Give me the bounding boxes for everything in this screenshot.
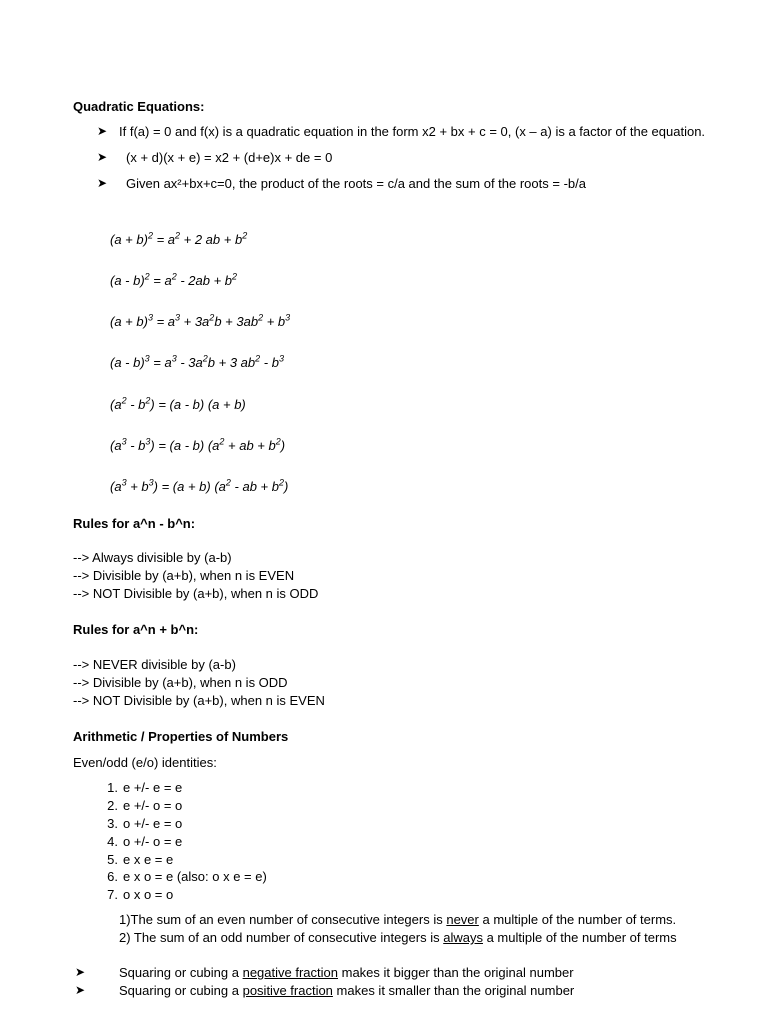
quadratic-bullet: If f(a) = 0 and f(x) is a quadratic equation in the form x2 + bx + c = 0, (x – a) is a factor of the equation. bbox=[119, 124, 706, 139]
note-text: Squaring or cubing a bbox=[119, 965, 243, 980]
rules-minus-heading: Rules for a^n - b^n: bbox=[73, 516, 196, 531]
rule-line: --> NOT Divisible by (a+b), when n is EVEN bbox=[73, 693, 325, 708]
list-text: e +/- o = o bbox=[123, 798, 183, 813]
formula-line: $(a^3 + b^3) = (a + b)$ ($a^2$ - ab + $b^2$) bbox=[110, 477, 289, 494]
arrow-bullet-icon: ➤ bbox=[75, 965, 86, 979]
arrow-bullet-icon: ➤ bbox=[97, 150, 108, 164]
list-number: 5. bbox=[107, 852, 118, 867]
list-item bbox=[98, 834, 182, 849]
fraction-note bbox=[119, 983, 574, 998]
rules-plus-heading: Rules for a^n + b^n: bbox=[73, 622, 199, 637]
even-odd-subheading: Even/odd (e/o) identities: bbox=[73, 755, 217, 770]
formula-line: $(a^3 - b^3) = (a - b) (a^2$ + ab + $b^2$) bbox=[110, 436, 286, 453]
note-text: makes it smaller than the original number bbox=[332, 983, 575, 998]
consecutive-even-note bbox=[119, 912, 676, 927]
list-text: o +/- o = e bbox=[123, 834, 183, 849]
list-number: 3. bbox=[107, 816, 118, 831]
rule-line: --> Always divisible by (a-b) bbox=[73, 550, 232, 565]
list-number: 1. bbox=[107, 780, 118, 795]
note-underlined: negative fraction bbox=[242, 965, 338, 980]
note-text: Squaring or cubing a bbox=[119, 983, 243, 998]
list-item bbox=[98, 780, 182, 795]
list-text: e x e = e bbox=[123, 852, 174, 867]
note-underlined: never bbox=[446, 912, 479, 927]
list-text: e x o = e (also: o x e = e) bbox=[123, 869, 267, 884]
list-text: e +/- e = e bbox=[123, 780, 183, 795]
list-text: o +/- e = o bbox=[123, 816, 183, 831]
list-text: o x o = o bbox=[123, 887, 174, 902]
note-text: 2) The sum of an odd number of consecutive integers is bbox=[119, 930, 444, 945]
rule-line: --> Divisible by (a+b), when n is ODD bbox=[73, 675, 288, 690]
rule-line: --> NOT Divisible by (a+b), when n is ODD bbox=[73, 586, 319, 601]
rule-line: --> NEVER divisible by (a-b) bbox=[73, 657, 236, 672]
list-item bbox=[98, 869, 267, 884]
quadratic-bullet: (x + d)(x + e) = x2 + (d+e)x + de = 0 bbox=[126, 150, 333, 165]
arrow-bullet-icon: ➤ bbox=[75, 983, 86, 997]
consecutive-odd-note bbox=[119, 930, 677, 945]
quadratic-heading: Quadratic Equations: bbox=[73, 99, 205, 114]
rule-line: --> Divisible by (a+b), when n is EVEN bbox=[73, 568, 295, 583]
formula-line: $(a + b)^2 = a^2 + 2$ ab + $b^2$ bbox=[110, 230, 248, 247]
formula-line: $(a - b)^2 = a^2 - 2ab + b^2$ bbox=[110, 271, 238, 288]
list-item bbox=[98, 852, 173, 867]
list-item bbox=[98, 798, 182, 813]
note-underlined: positive fraction bbox=[242, 983, 333, 998]
list-number: 7. bbox=[107, 887, 118, 902]
list-number: 6. bbox=[107, 869, 118, 884]
formula-line: $(a - b)^3 = a^3 - 3a^2b + 3$ $ab^2 - b^3$ bbox=[110, 353, 284, 370]
arithmetic-heading: Arithmetic / Properties of Numbers bbox=[73, 729, 289, 744]
formula-line: $(a + b)^3 = a^3 + 3a^2b + 3ab^2 + b^3$ bbox=[110, 312, 291, 329]
arrow-bullet-icon: ➤ bbox=[97, 124, 108, 138]
quadratic-bullet: Given ax²+bx+c=0, the product of the roots = c/a and the sum of the roots = -b/a bbox=[126, 176, 586, 191]
list-item bbox=[98, 816, 182, 831]
note-text: a multiple of the number of terms bbox=[482, 930, 677, 945]
note-text: makes it bigger than the original number bbox=[338, 965, 574, 980]
note-text: a multiple of the number of terms. bbox=[478, 912, 677, 927]
note-text: 1)The sum of an even number of consecutive integers is bbox=[119, 912, 447, 927]
list-item bbox=[98, 887, 173, 902]
note-underlined: always bbox=[443, 930, 483, 945]
list-number: 2. bbox=[107, 798, 118, 813]
fraction-note bbox=[119, 965, 574, 980]
list-number: 4. bbox=[107, 834, 118, 849]
formula-line: $(a^2 - b^2) = (a - b) (a + b)$ bbox=[110, 395, 246, 412]
arrow-bullet-icon: ➤ bbox=[97, 176, 108, 190]
